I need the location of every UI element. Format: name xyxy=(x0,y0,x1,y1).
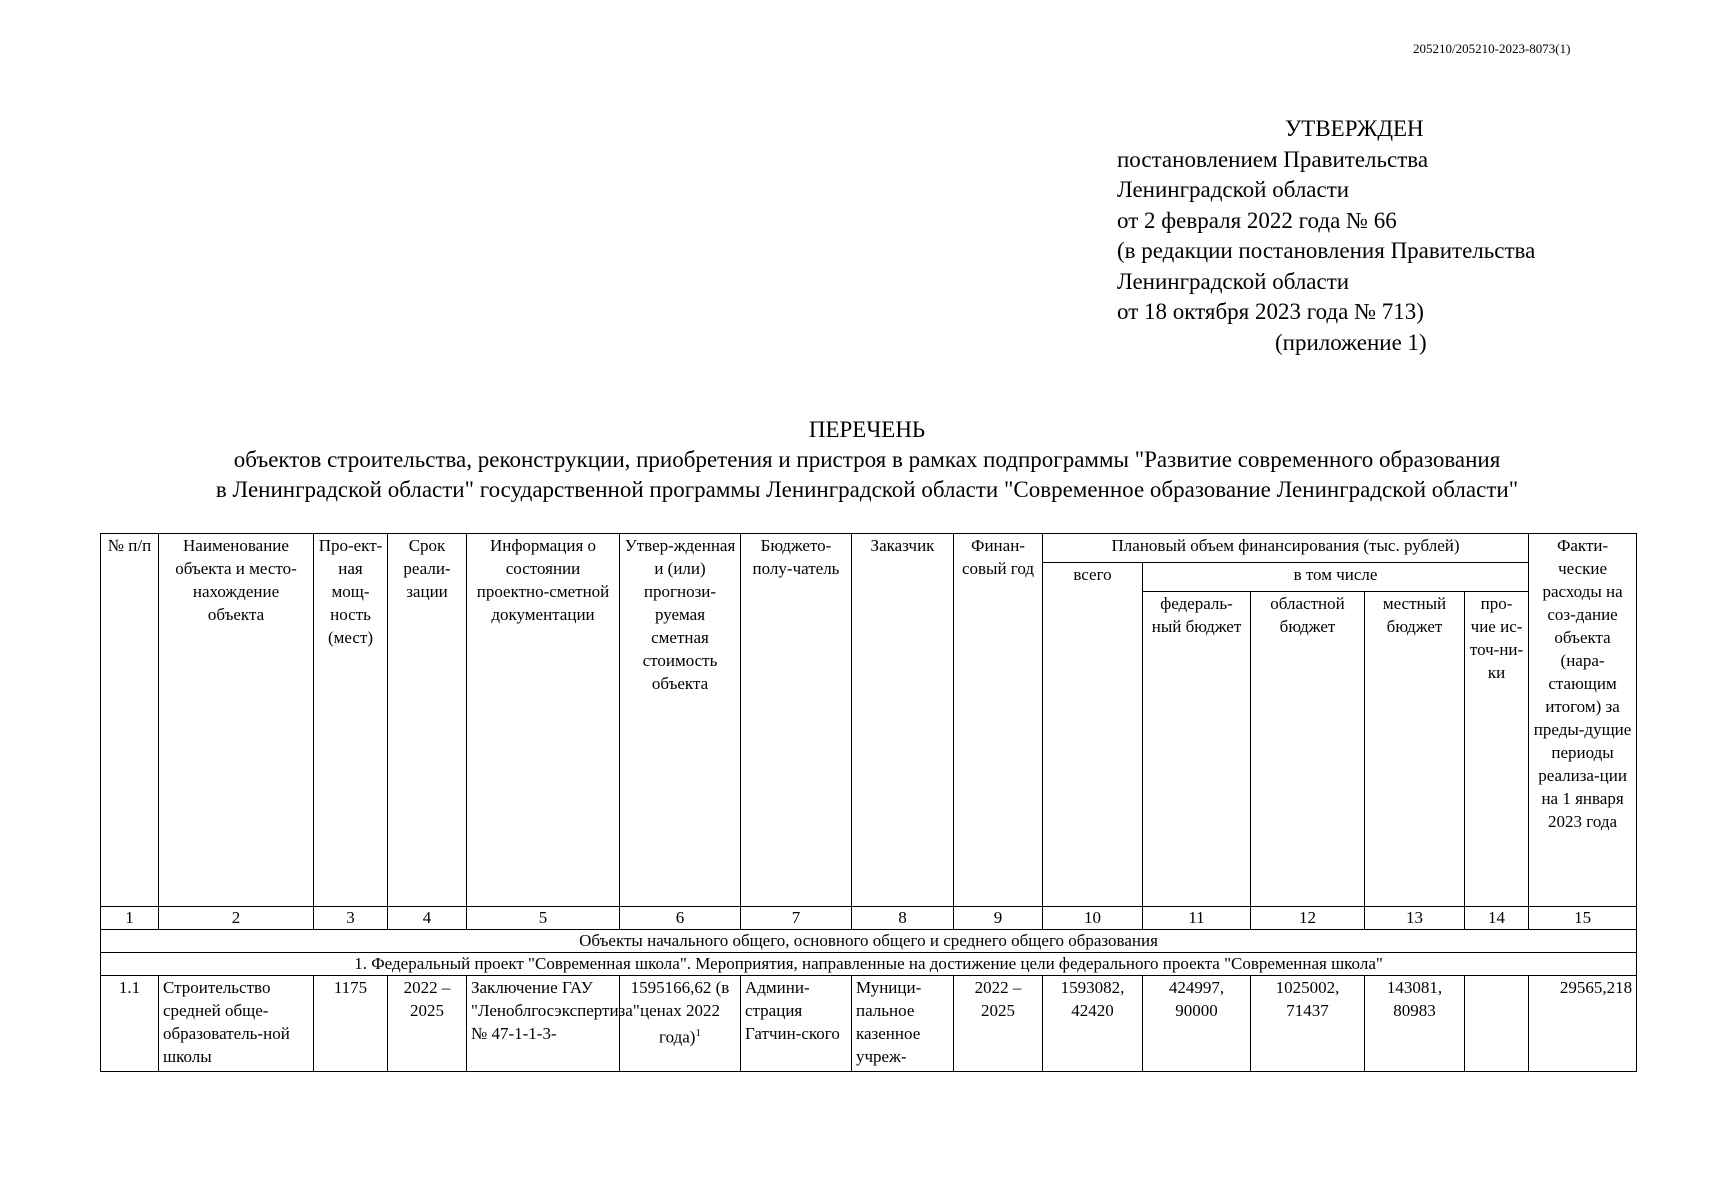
header-fed: федераль-ный бюджет xyxy=(1143,592,1251,907)
approval-line: от 2 февраля 2022 года № 66 xyxy=(1117,207,1397,233)
header-reg: областной бюджет xyxy=(1251,592,1365,907)
col-number: 8 xyxy=(852,907,954,930)
approval-line: (в редакции постановления Правительства xyxy=(1117,238,1536,263)
section-title: Объекты начального общего, основного общего и среднего общего образования xyxy=(101,930,1637,953)
col-number: 15 xyxy=(1529,907,1637,930)
row-fed: 424997, 90000 xyxy=(1143,976,1251,1072)
header-incl: в том числе xyxy=(1143,563,1529,592)
approval-line: от 18 октября 2023 года № 713) xyxy=(1117,299,1424,324)
header-loc: местный бюджет xyxy=(1365,592,1465,907)
title-line: объектов строительства, реконструкции, приобретения и пристроя в рамках подпрограммы "Развитие современного образования xyxy=(233,447,1501,472)
header-cost: Утвер-жденная и (или) прогнози-руемая сметная стоимость объекта xyxy=(620,534,741,907)
col-number: 9 xyxy=(954,907,1043,930)
header-psd: Информация о состоянии проектно-сметной документации xyxy=(467,534,620,907)
header-name: Наименование объекта и место-нахождение объекта xyxy=(159,534,314,907)
row-recipient: Админи-страция Гатчин-ского xyxy=(741,976,852,1072)
row-reg: 1025002, 71437 xyxy=(1251,976,1365,1072)
approval-heading: УТВЕРЖДЕН xyxy=(1285,116,1424,141)
col-number: 10 xyxy=(1043,907,1143,930)
header-actual: Факти-ческие расходы на соз-дание объекта (нара-стающим итогом) за преды-дущие периоды реализа-ции на 1 января 2023 года xyxy=(1529,534,1637,907)
header-total: всего xyxy=(1043,563,1143,907)
header-oth: про-чие ис-точ-ни-ки xyxy=(1465,592,1529,907)
col-number: 14 xyxy=(1465,907,1529,930)
row-psd: Заключение ГАУ "Леноблгосэкспертиза" № 47-1-1-3- xyxy=(467,976,620,1072)
subsection-title: 1. Федеральный проект "Современная школа". Мероприятия, направленные на достижение цели федерального проекта "Современная школа" xyxy=(101,953,1637,976)
row-actual: 29565,218 xyxy=(1529,976,1637,1072)
header-customer: Заказчик xyxy=(852,534,954,907)
col-number: 7 xyxy=(741,907,852,930)
row-total: 1593082, 42420 xyxy=(1043,976,1143,1072)
column-numbers-row xyxy=(101,907,1637,930)
document-title xyxy=(0,415,1734,505)
objects-table xyxy=(100,533,1637,1072)
row-customer: Муници-пальное казенное учреж- xyxy=(852,976,954,1072)
col-number: 11 xyxy=(1143,907,1251,930)
row-name: Строительство средней обще-образователь-ной школы xyxy=(159,976,314,1072)
col-number: 13 xyxy=(1365,907,1465,930)
row-loc: 143081, 80983 xyxy=(1365,976,1465,1072)
row-cost-footnote: 1 xyxy=(695,1027,701,1039)
header-capacity: Про-ект-ная мощ-ность (мест) xyxy=(314,534,388,907)
row-oth xyxy=(1465,976,1529,1072)
row-fin-year: 2022 – 2025 xyxy=(954,976,1043,1072)
col-number: 1 xyxy=(101,907,159,930)
row-num: 1.1 xyxy=(101,976,159,1072)
col-number: 12 xyxy=(1251,907,1365,930)
approval-line: Ленинградской области xyxy=(1117,177,1350,202)
header-period: Срок реали-зации xyxy=(388,534,467,907)
title-heading: ПЕРЕЧЕНЬ xyxy=(808,417,926,442)
approval-block xyxy=(1117,114,1535,358)
col-number: 3 xyxy=(314,907,388,930)
row-period: 2022 – 2025 xyxy=(388,976,467,1072)
document-number: 205210/205210-2023-8073(1) xyxy=(1413,41,1571,56)
header-plan: Плановый объем финансирования (тыс. рублей) xyxy=(1043,534,1529,563)
approval-line: Ленинградской области xyxy=(1117,268,1350,294)
col-number: 2 xyxy=(159,907,314,930)
section-row xyxy=(101,930,1637,953)
row-cost-cell xyxy=(620,976,741,1072)
col-number: 6 xyxy=(620,907,741,930)
header-fin-year: Финан-совый год xyxy=(954,534,1043,907)
row-capacity: 1175 xyxy=(314,976,388,1072)
row-cost: 1595166,62 (в ценах 2022 года) xyxy=(630,978,730,1047)
approval-line: постановлением Правительства xyxy=(1117,146,1429,172)
col-number: 5 xyxy=(467,907,620,930)
approval-appendix: (приложение 1) xyxy=(1275,329,1427,355)
subsection-row xyxy=(101,953,1637,976)
col-number: 4 xyxy=(388,907,467,930)
title-line: в Ленинградской области" государственной программы Ленинградской области "Современное образование Ленинградской области" xyxy=(215,477,1519,502)
table-row xyxy=(101,976,1637,1072)
header-num: № п/п xyxy=(101,534,159,907)
header-recipient: Бюджето-полу-чатель xyxy=(741,534,852,907)
